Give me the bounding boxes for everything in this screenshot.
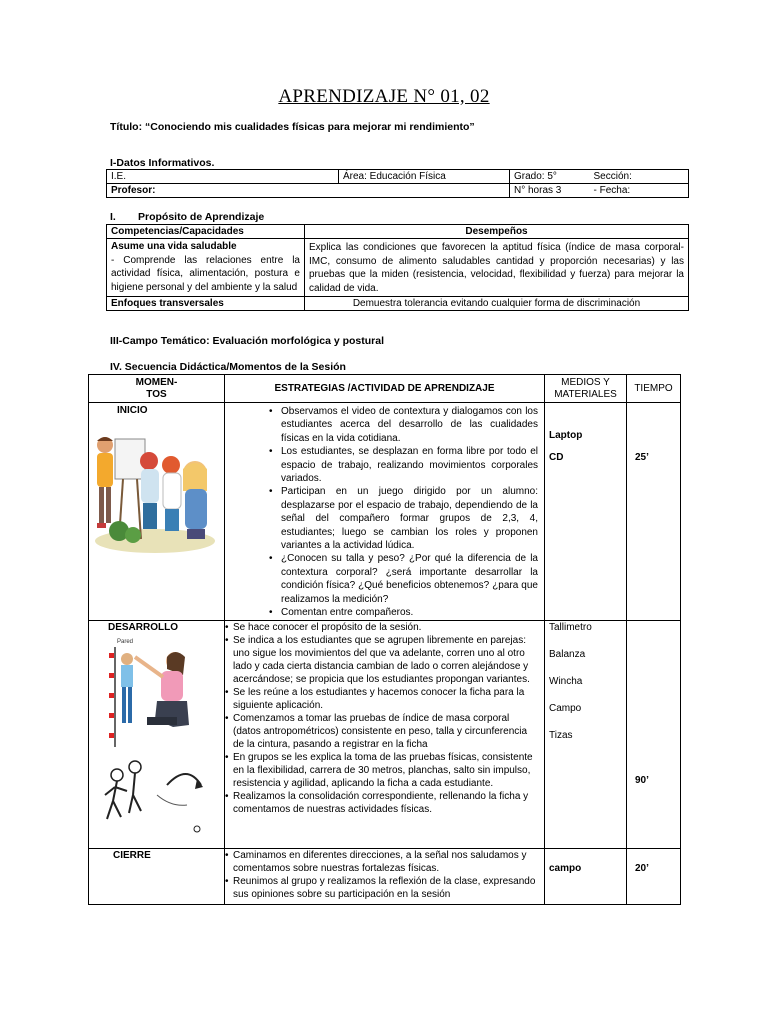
list-item: • En grupos se les explica la toma de las pruebas físicas, consistente en la flexibilidad, carrera de 30 metros, planchas, salto sin impulso, resistencia y agilidad, aplicando la ficha a cada estudiante. — [225, 751, 538, 790]
material-item: Wincha — [549, 676, 583, 687]
material-item: Tizas — [549, 730, 573, 741]
list-item: • Se indica a los estudiantes que se agrupen libremente en parejas: uno sigue los movimientos del que va adelante, corren uno al otro lado y cada cierta distancia cambian de lado o corren alejándose y acercándose; se propicia que los estudiantes propongan variantes. — [225, 634, 538, 686]
campo-tematico: III-Campo Temático: Evaluación morfológica y postural — [110, 335, 385, 347]
proposito-heading: Propósito de Aprendizaje — [138, 211, 265, 223]
enfoques-text: Demuestra tolerancia evitando cualquier forma de discriminación — [305, 297, 689, 311]
fecha-cell: - Fecha: — [590, 184, 689, 198]
competencia-title: Asume una vida saludable — [111, 241, 237, 252]
competencias-header: Competencias/Capacidades — [107, 225, 305, 239]
cierre-list — [225, 849, 538, 901]
material-item: Balanza — [549, 649, 586, 660]
list-item: • Observamos el video de contextura y dialogamos con los estudiantes acerca del desarrollo de las cualidades físicas en la vida cotidiana. — [267, 405, 538, 445]
list-item: • Realizamos la consolidación correspondiente, rellenando la ficha y comentamos de nuestras actividades físicas. — [225, 790, 538, 816]
estrategias-header: ESTRATEGIAS /ACTIVIDAD DE APRENDIZAJE — [225, 375, 545, 403]
material-item: Laptop — [549, 430, 583, 441]
ie-cell: I.E. — [107, 170, 339, 184]
inicio-materiales-cell — [545, 403, 627, 621]
inicio-tiempo-cell: 25’ — [627, 403, 681, 621]
desarrollo-tiempo-cell: 90’ — [627, 621, 681, 849]
proposito-table — [106, 224, 689, 311]
measurement-illustration — [97, 635, 217, 843]
list-item: • Se hace conocer el propósito de la sesión. — [225, 621, 538, 634]
page-title: APRENDIZAJE N° 01, 02 — [278, 86, 490, 107]
desarrollo-momento-cell — [89, 621, 225, 849]
area-cell: Área: Educación Física — [339, 170, 510, 184]
competencia-cell — [107, 239, 305, 297]
cierre-materiales-cell: campo — [545, 849, 627, 905]
enfoques-label: Enfoques transversales — [107, 297, 305, 311]
list-item: • Participan en un juego dirigido por un alumno: desplazarse por el espacio de trabajo, dependiendo de la señal del compañero formar grupos de 2,3, 4, estudiantes; luego se cambian los roles y proponen variantes a la actividad lúdica. — [267, 485, 538, 552]
list-item: • Se les reúne a los estudiantes y hacemos conocer la ficha para la siguiente aplicación. — [225, 686, 538, 712]
inicio-label: INICIO — [117, 405, 148, 416]
list-item: • Caminamos en diferentes direcciones, a la señal nos saludamos y comentamos sobre nuestras fortalezas físicas. — [225, 849, 538, 875]
momentos-header: MOMEN- TOS — [89, 375, 225, 403]
list-item: • Comentan entre compañeros. — [267, 606, 538, 619]
material-item: CD — [549, 452, 564, 463]
inicio-momento-cell — [89, 403, 225, 621]
pared-label: Pared — [117, 639, 134, 645]
students-group-illustration — [93, 431, 219, 555]
inicio-list — [267, 405, 538, 620]
desarrollo-label: DESARROLLO — [108, 622, 178, 633]
seccion-cell: Sección: — [590, 170, 689, 184]
datos-heading: I-Datos Informativos. — [110, 157, 215, 169]
material-item: Campo — [549, 703, 582, 714]
cierre-label: CIERRE — [113, 850, 151, 861]
list-item: • ¿Conocen su talla y peso? ¿Por qué la diferencia de la contextura corporal? ¿será importante desarrollar la condición física? ¿Qué beneficios obtenemos? ¿para que realizamos la medición? — [267, 552, 538, 606]
list-item: • Los estudiantes, se desplazan en forma libre por todo el espacio de trabajo, realizando movimientos corporales variados. — [267, 445, 538, 485]
inicio-estrategias-cell — [225, 403, 545, 621]
desarrollo-estrategias-cell — [225, 621, 545, 849]
secuencia-table — [88, 374, 681, 905]
desempeno-cell: Explica las condiciones que favorecen la aptitud física (índice de masa corporal-IMC, consumo de alimento saludables cantidad y proporción necesarias) y las pruebas que la miden (resistencia, velocidad, flexibilidad y fuerza) para mejorar la calidad de vida. — [305, 239, 689, 297]
material-item: Tallimetro — [549, 622, 592, 633]
desarrollo-materiales-cell — [545, 621, 627, 849]
desempenos-header: Desempeños — [305, 225, 689, 239]
list-item: • Reunimos al grupo y realizamos la reflexión de la clase, expresando sus opiniones sobre su participación en la sesión — [225, 875, 538, 901]
cierre-momento-cell — [89, 849, 225, 905]
datos-table — [106, 169, 689, 198]
session-title: Título: “Conociendo mis cualidades físicas para mejorar mi rendimiento” — [110, 121, 475, 133]
cierre-estrategias-cell — [225, 849, 545, 905]
grado-cell: Grado: 5° — [510, 170, 590, 184]
tiempo-header: TIEMPO — [627, 375, 681, 403]
secuencia-heading: IV. Secuencia Didáctica/Momentos de la Sesión — [110, 361, 346, 373]
proposito-number: I. — [110, 211, 116, 223]
desarrollo-list — [225, 621, 538, 816]
horas-cell: N° horas 3 — [510, 184, 590, 198]
profesor-cell: Profesor: — [107, 184, 510, 198]
competencia-text: - Comprende las relaciones entre la actividad física, alimentación, postura e higiene personal y del ambiente y la salud — [111, 254, 300, 293]
list-item: • Comenzamos a tomar las pruebas de índice de masa corporal (datos antropométricos) consistente en peso, talla y circunferencia de la cintura, pasando a registrar en la ficha — [225, 712, 538, 751]
cierre-tiempo-cell: 20’ — [627, 849, 681, 905]
medios-header: MEDIOS Y MATERIALES — [545, 375, 627, 403]
